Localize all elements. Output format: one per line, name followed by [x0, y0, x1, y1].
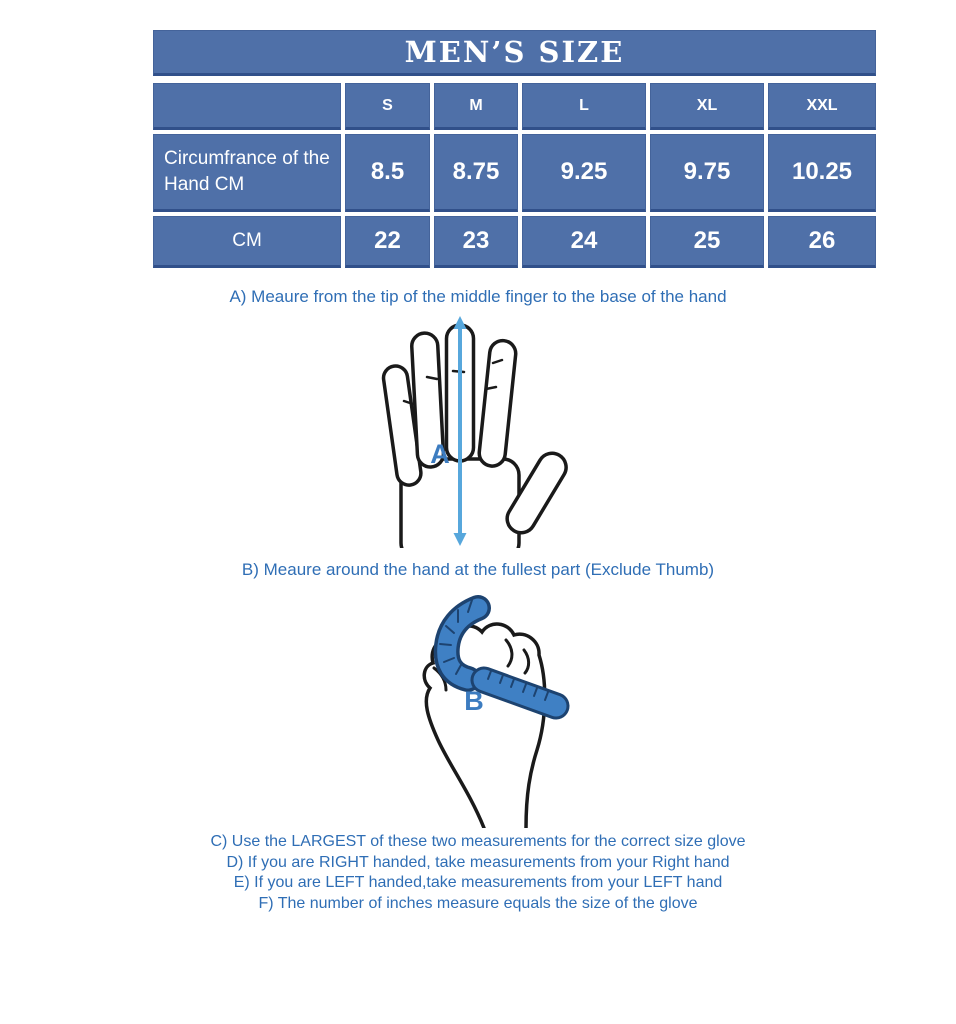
instruction-e: E) If you are LEFT handed,take measurements from your LEFT hand — [233, 874, 723, 891]
instruction-f: F) The number of inches measure equals the size of the glove — [258, 894, 698, 912]
mens-size-table — [153, 30, 876, 268]
hand-length-diagram — [367, 313, 577, 548]
table-cell-circumference-l: 9.25 — [522, 134, 646, 212]
hand-diagram-label: A — [430, 439, 450, 469]
table-title: MEN’S SIZE — [153, 30, 876, 76]
table-cell-cm-s: 22 — [345, 216, 430, 268]
instruction-d: D) If you are RIGHT handed, take measurements from your Right hand — [226, 853, 730, 871]
row-label-cm: CM — [153, 216, 341, 268]
table-cell-cm-l: 24 — [522, 216, 646, 268]
column-header-m: M — [434, 83, 518, 130]
column-header-xxl: XXL — [768, 83, 876, 130]
table-cell-circumference-xxl: 10.25 — [768, 134, 876, 212]
table-grid — [153, 83, 876, 268]
notes-block — [0, 832, 956, 914]
column-header-s: S — [345, 83, 430, 130]
table-cell-circumference-xl: 9.75 — [650, 134, 764, 212]
instruction-b: B) Meaure around the hand at the fullest part (Exclude Thumb) — [241, 560, 715, 579]
fist-circumference-diagram — [388, 588, 578, 828]
column-header-xl: XL — [650, 83, 764, 130]
instruction-c: C) Use the LARGEST of these two measurements for the correct size glove — [210, 833, 746, 850]
table-cell-cm-xxl: 26 — [768, 216, 876, 268]
table-cell-circumference-s: 8.5 — [345, 134, 430, 212]
table-cell-cm-m: 23 — [434, 216, 518, 268]
table-corner-cell — [153, 83, 341, 130]
hand-outline — [382, 325, 571, 548]
fist-diagram-label: B — [464, 686, 484, 716]
arrow-head-up-icon — [454, 316, 467, 329]
table-cell-circumference-m: 8.75 — [434, 134, 518, 212]
instruction-a: A) Meaure from the tip of the middle finger to the base of the hand — [229, 287, 727, 306]
table-cell-cm-xl: 25 — [650, 216, 764, 268]
row-label-circumference: Circumfrance of the Hand CM — [153, 134, 341, 212]
column-header-l: L — [522, 83, 646, 130]
